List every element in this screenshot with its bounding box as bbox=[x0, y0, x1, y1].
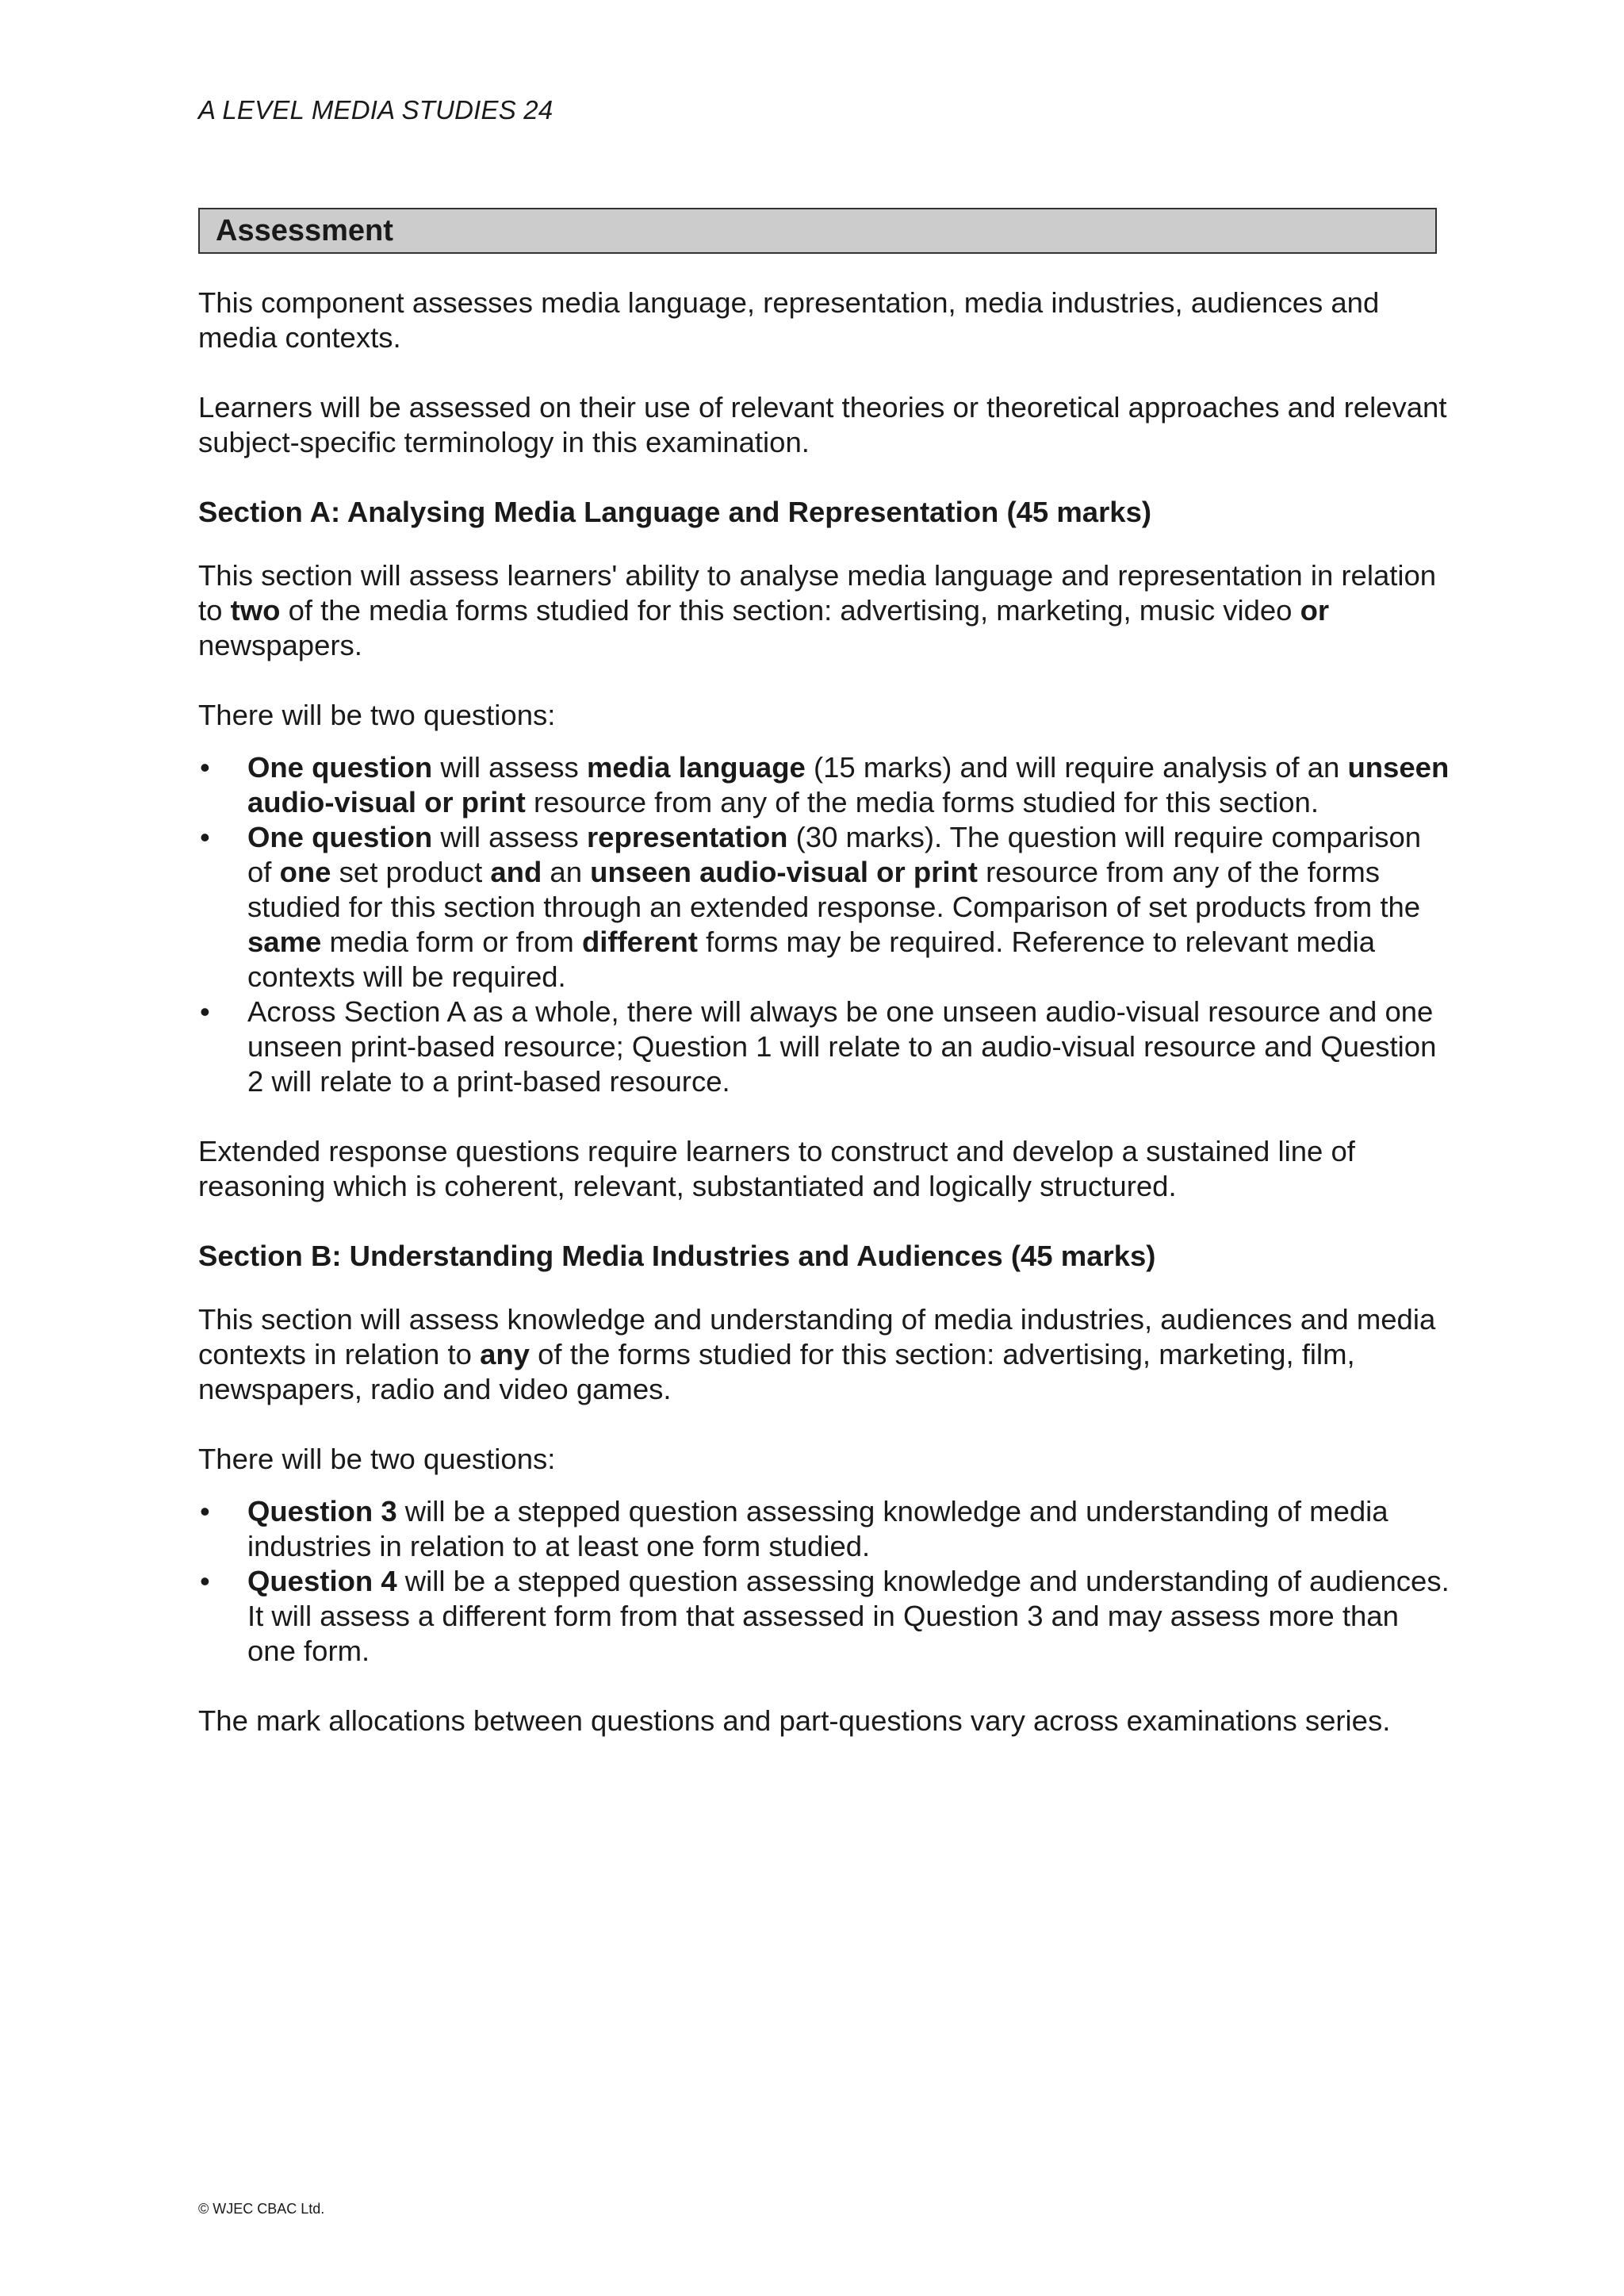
main-content bbox=[198, 286, 1451, 1773]
intro-paragraph-2: Learners will be assessed on their use of relevant theories or theoretical approaches and relevant subject-specific terminology in this examination. bbox=[198, 391, 1447, 458]
section-b-heading: Section B: Understanding Media Industries and Audiences (45 marks) bbox=[198, 1240, 1156, 1272]
assessment-title: Assessment bbox=[216, 213, 393, 247]
intro-paragraph-1: This component assesses media language, representation, media industries, audiences and media contexts. bbox=[198, 286, 1380, 354]
section-a-heading: Section A: Analysing Media Language and Representation (45 marks) bbox=[198, 496, 1152, 528]
list-item: • One question will assess media language (15 marks) and will require analysis of an unseen audio-visual or print resource from any of the media forms studied for this section. bbox=[200, 751, 1450, 818]
section-a-description: This section will assess learners' ability to analyse media language and representation in relation to two of the media forms studied for this section: advertising, marketing, music video or newspapers. bbox=[198, 559, 1437, 661]
bullet-icon: • bbox=[200, 821, 210, 853]
closing-paragraph: The mark allocations between questions and part-questions vary across examinations series. bbox=[198, 1704, 1391, 1737]
bullet-icon: • bbox=[200, 995, 210, 1028]
section-a-questions-intro: There will be two questions: bbox=[198, 699, 556, 731]
list-item: • Question 4 will be a stepped question assessing knowledge and understanding of audiences. It will assess a different form from that assessed in Question 3 and may assess more than one form. bbox=[200, 1565, 1450, 1667]
section-a-bullet-list bbox=[198, 750, 1451, 1099]
list-item: • Across Section A as a whole, there will always be one unseen audio-visual resource and one unseen print-based resource; Question 1 will relate to an audio-visual resource and Question 2 will relate to a print-based resource. bbox=[200, 995, 1437, 1098]
assessment-heading-box bbox=[198, 208, 1437, 254]
list-item: • One question will assess representation (30 marks). The question will require comparison of one set product and an unseen audio-visual or print resource from any of the forms studied for this section through an extended response. Comparison of set products from the same media form or from different forms may be required. Reference to relevant media contexts will be required. bbox=[200, 821, 1422, 993]
bullet-icon: • bbox=[200, 1495, 210, 1527]
copyright-footer: © WJEC CBAC Ltd. bbox=[198, 2201, 325, 2217]
section-b-bullet-list bbox=[198, 1494, 1451, 1669]
section-b-questions-intro: There will be two questions: bbox=[198, 1443, 556, 1475]
extended-response-note: Extended response questions require learners to construct and develop a sustained line of reasoning which is coherent, relevant, substantiated and logically structured. bbox=[198, 1135, 1355, 1202]
bullet-icon: • bbox=[200, 751, 210, 784]
list-item: • Question 3 will be a stepped question assessing knowledge and understanding of media industries in relation to at least one form studied. bbox=[200, 1495, 1388, 1562]
section-b-description: This section will assess knowledge and understanding of media industries, audiences and media contexts in relation to any of the forms studied for this section: advertising, marketing, film, newspapers, radio and video games. bbox=[198, 1303, 1436, 1405]
running-header: A LEVEL MEDIA STUDIES 24 bbox=[198, 95, 553, 125]
bullet-icon: • bbox=[200, 1565, 210, 1597]
